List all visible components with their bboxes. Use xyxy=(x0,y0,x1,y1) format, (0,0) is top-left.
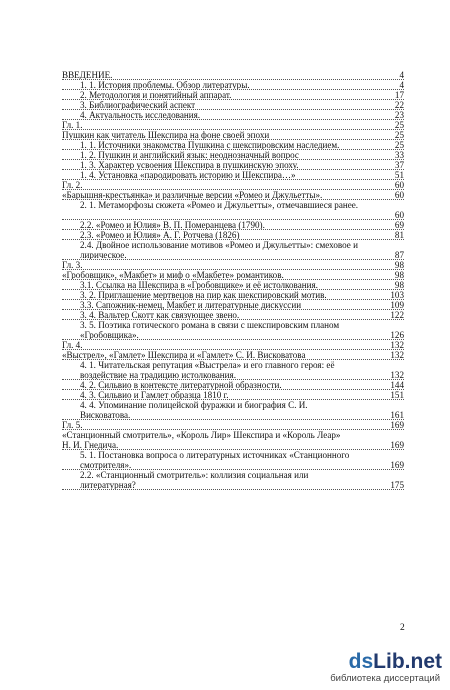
toc-entry xyxy=(62,300,404,310)
toc-entry-page: 122 xyxy=(390,310,404,320)
toc-entry-title: 2. Методология и понятийный аппарат. xyxy=(80,90,232,100)
toc-entry-title: 4. Актуальность исследования. xyxy=(80,110,201,120)
toc-entry-page: 132 xyxy=(390,340,404,350)
toc-entry xyxy=(62,340,404,350)
toc-entry-page: 103 xyxy=(390,290,404,300)
toc-entry-title: 3. 4. Вальтер Скотт как связующее звено. xyxy=(80,310,240,320)
toc-entry xyxy=(62,310,404,320)
table-of-contents xyxy=(62,70,404,490)
toc-entry xyxy=(62,400,404,410)
toc-entry-page: 60 xyxy=(394,180,404,190)
toc-entry-title: 3. 2. Приглашение мертвецов на пир как шекспировский мотив. xyxy=(80,290,327,300)
toc-entry xyxy=(62,220,404,230)
toc-entry xyxy=(62,480,404,490)
toc-entry-page: 17 xyxy=(394,90,404,100)
page-number: 2 xyxy=(400,623,405,633)
watermark xyxy=(292,650,442,684)
toc-entry-page: 161 xyxy=(390,410,404,420)
toc-entry-page: 4 xyxy=(399,70,404,80)
toc-entry-title: Висковатова. xyxy=(80,410,131,420)
toc-entry-page: 151 xyxy=(390,390,404,400)
toc-entry xyxy=(62,420,404,430)
toc-entry xyxy=(62,200,404,210)
toc-entry-title: 4. 4. Упоминание полицейской фуражки и биография С. И. xyxy=(80,400,308,410)
toc-entry-page: 132 xyxy=(390,370,404,380)
toc-entry xyxy=(62,440,404,450)
toc-entry xyxy=(62,430,404,440)
toc-entry-title: 4. 3. Сильвио и Гамлет образца 1810 г. xyxy=(80,390,229,400)
toc-entry xyxy=(62,360,404,370)
toc-entry-title: 1. 3. Характер усвоения Шекспира в пушкинскую эпоху. xyxy=(80,160,299,170)
toc-entry-title: «Станционный смотритель», «Король Лир» Шекспира и «Король Леар» xyxy=(62,430,341,440)
toc-entry-title: Гл. 1. xyxy=(62,120,83,130)
toc-entry-page: 175 xyxy=(390,480,404,490)
toc-entry-title: 1. 4. Установка «пародировать историю и Шекспира…» xyxy=(80,170,296,180)
toc-entry-title: ВВЕДЕНИЕ. xyxy=(62,70,113,80)
toc-entry xyxy=(62,370,404,380)
toc-entry xyxy=(62,390,404,400)
toc-entry-page: 60 xyxy=(394,190,404,200)
toc-entry xyxy=(62,260,404,270)
toc-entry xyxy=(62,160,404,170)
toc-entry xyxy=(62,110,404,120)
toc-entry xyxy=(62,150,404,160)
toc-entry-title: 2. 1. Метаморфозы сюжета «Ромео и Джульетты», отмечавшиеся ранее. xyxy=(80,200,359,210)
toc-entry-page: 98 xyxy=(394,270,404,280)
toc-entry-title: Гл. 2. xyxy=(62,180,83,190)
toc-entry-title: 1. 1. Источники знакомства Пушкина с шекспировским наследием. xyxy=(80,140,340,150)
toc-entry-title: 2.2. «Станционный смотритель»: коллизия социальная или xyxy=(80,470,309,480)
toc-entry-page: 51 xyxy=(394,170,404,180)
toc-entry-title: «Гробовщика». xyxy=(80,330,139,340)
toc-entry xyxy=(62,320,404,330)
toc-entry-page: 81 xyxy=(394,230,404,240)
toc-entry-page: 109 xyxy=(390,300,404,310)
toc-entry-page: 22 xyxy=(394,100,404,110)
toc-entry xyxy=(62,330,404,340)
toc-entry-title: Гл. 5. xyxy=(62,420,83,430)
toc-entry-title: Пушкин как читатель Шекспира на фоне своей эпохи xyxy=(62,130,270,140)
toc-entry-page: 169 xyxy=(390,440,404,450)
toc-entry xyxy=(62,270,404,280)
toc-entry-page: 169 xyxy=(390,460,404,470)
toc-entry-title: 2.2. «Ромео и Юлия» В. П. Померанцева (1790). xyxy=(80,220,265,230)
toc-entry-page: 144 xyxy=(390,380,404,390)
toc-entry xyxy=(62,80,404,90)
toc-entry-page: 4 xyxy=(399,80,404,90)
toc-entry xyxy=(62,70,404,80)
toc-entry-page: 60 xyxy=(394,210,404,220)
toc-entry-page: 33 xyxy=(394,150,404,160)
toc-entry-title: «Барышня-крестьянка» и различные версии «Ромео и Джульетты». xyxy=(62,190,323,200)
toc-entry-title: лирическое. xyxy=(80,250,127,260)
toc-entry xyxy=(62,130,404,140)
toc-entry-page: 87 xyxy=(394,250,404,260)
toc-entry-title: 3.3. Сапожник-немец, Макбет и литературные дискуссии xyxy=(80,300,302,310)
toc-entry xyxy=(62,190,404,200)
toc-entry-page: 98 xyxy=(394,260,404,270)
toc-entry-title: 1. 1. История проблемы. Обзор литературы. xyxy=(80,80,250,90)
toc-entry-page: 98 xyxy=(394,280,404,290)
toc-entry-page: 25 xyxy=(394,140,404,150)
toc-entry xyxy=(62,240,404,250)
toc-entry xyxy=(62,380,404,390)
toc-entry-page: 126 xyxy=(390,330,404,340)
toc-entry-title: Гл. 4. xyxy=(62,340,83,350)
toc-entry-title: 3. Библиографический аспект xyxy=(80,100,196,110)
toc-entry xyxy=(62,470,404,480)
toc-entry-title: «Выстрел», «Гамлет» Шекспира и «Гамлет» С. И. Висковатова xyxy=(62,350,306,360)
toc-entry-title: 2.3. «Ромео и Юлия» А. Г. Ротчева (1826) xyxy=(80,230,240,240)
toc-entry-title: 3. 5. Поэтика готического романа в связи с шекспировским планом xyxy=(80,320,340,330)
toc-entry xyxy=(62,210,404,220)
toc-entry-page: 169 xyxy=(390,420,404,430)
toc-entry-page: 132 xyxy=(390,350,404,360)
toc-entry xyxy=(62,450,404,460)
watermark-subtitle: библиотека диссертаций xyxy=(330,673,440,684)
toc-entry-page: 23 xyxy=(394,110,404,120)
toc-entry xyxy=(62,350,404,360)
toc-entry xyxy=(62,410,404,420)
toc-entry-page: 25 xyxy=(394,130,404,140)
toc-entry xyxy=(62,230,404,240)
toc-entry-title: Н. И. Гнедича. xyxy=(62,440,119,450)
toc-entry xyxy=(62,120,404,130)
toc-entry xyxy=(62,140,404,150)
toc-entry-page: 25 xyxy=(394,120,404,130)
toc-entry-title: 3.1. Ссылка на Шекспира в «Гробовщике» и её истолкования. xyxy=(80,280,318,290)
toc-entry-title: 5. 1. Постановка вопроса о литературных источниках «Станционного xyxy=(80,450,350,460)
toc-entry-title: литературная? xyxy=(80,480,136,490)
toc-entry-title: 4. 1. Читательская репутация «Выстрела» и его главного героя: её xyxy=(80,360,335,370)
toc-entry-title: 1. 2. Пушкин и английский язык: неоднозначный вопрос xyxy=(80,150,299,160)
toc-entry-title: воздействие на традицию истолкования. xyxy=(80,370,236,380)
watermark-logo: dsLib.net xyxy=(348,650,442,673)
toc-entry xyxy=(62,180,404,190)
toc-entry xyxy=(62,90,404,100)
toc-entry-title: Гл. 3. xyxy=(62,260,83,270)
toc-entry-title: «Гробовщик», «Макбет» и миф о «Макбете» романтиков. xyxy=(62,270,284,280)
toc-entry-title: 2.4. Двойное использование мотивов «Ромео и Джульетты»: смеховое и xyxy=(80,240,358,250)
toc-entry xyxy=(62,460,404,470)
toc-entry xyxy=(62,100,404,110)
toc-entry-title: 4. 2. Сильвио в контексте литературной образности. xyxy=(80,380,282,390)
toc-entry xyxy=(62,290,404,300)
toc-entry xyxy=(62,250,404,260)
toc-entry xyxy=(62,170,404,180)
toc-entry-page: 69 xyxy=(394,220,404,230)
toc-entry-title: смотрителя». xyxy=(80,460,132,470)
toc-entry xyxy=(62,280,404,290)
toc-entry-page: 37 xyxy=(394,160,404,170)
